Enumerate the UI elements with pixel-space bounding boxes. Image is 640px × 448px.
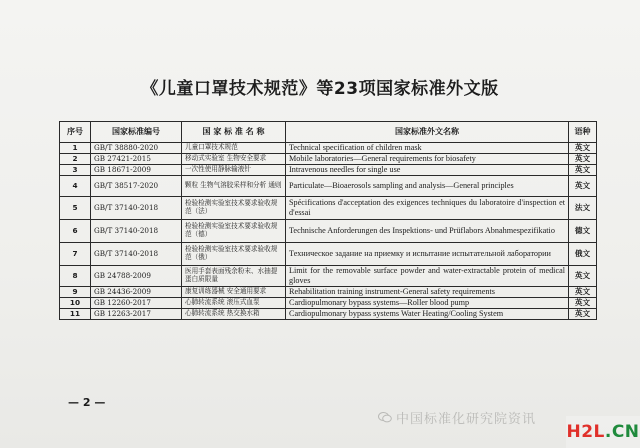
standard-code: GB 27421-2015 <box>91 154 182 165</box>
document-title: 《儿童口罩技术规范》等23项国家标准外文版 <box>141 79 499 99</box>
row-number: 1 <box>60 143 91 154</box>
standard-foreign-name: Technical specification of children mask <box>286 143 569 154</box>
standard-foreign-name: Rehabilitation training instrument-General safety requirements <box>286 287 569 298</box>
standard-foreign-name: Mobile laboratories—General requirements for biosafety <box>286 154 569 165</box>
standard-cn-name: 颗粒 生物气溶胶采样和分析 通则 <box>182 176 286 197</box>
standard-code: GB 12263-2017 <box>91 309 182 320</box>
header-no: 序号 <box>60 122 91 143</box>
site-logo <box>566 416 640 448</box>
standard-code: GB/T 37140-2018 <box>91 243 182 266</box>
row-number: 3 <box>60 165 91 176</box>
table-row <box>60 176 597 197</box>
standard-code: GB/T 38880-2020 <box>91 143 182 154</box>
page-number: — 2 — <box>68 396 106 409</box>
standard-foreign-name: Limit for the removable surface powder and water-extractable protein of medical gloves <box>286 266 569 287</box>
standard-foreign-name: Spécifications d'acceptation des exigences techniques du laboratoire d'inspection et d'essai <box>286 197 569 220</box>
table-row <box>60 154 597 165</box>
standard-code: GB 12260-2017 <box>91 298 182 309</box>
standard-foreign-name: Cardiopulmonary bypass systems—Roller blood pump <box>286 298 569 309</box>
logo-part1: H2L <box>566 421 605 442</box>
standard-language: 英文 <box>569 309 597 320</box>
row-number: 2 <box>60 154 91 165</box>
standard-language: 英文 <box>569 143 597 154</box>
standard-foreign-name: Cardiopulmonary bypass systems Water Heating/Cooling System <box>286 309 569 320</box>
row-number: 11 <box>60 309 91 320</box>
table-row <box>60 287 597 298</box>
standard-language: 德文 <box>569 220 597 243</box>
table-row <box>60 309 597 320</box>
standard-foreign-name: Particulate—Bioaerosols sampling and analysis—General principles <box>286 176 569 197</box>
standard-language: 英文 <box>569 298 597 309</box>
header-language: 语种 <box>569 122 597 143</box>
table-row <box>60 266 597 287</box>
table-row <box>60 220 597 243</box>
standard-cn-name: 检验检测实验室技术要求验收规范（俄） <box>182 243 286 266</box>
standard-cn-name: 心肺转流系统 热交换水箱 <box>182 309 286 320</box>
standard-code: GB 18671-2009 <box>91 165 182 176</box>
standard-language: 法文 <box>569 197 597 220</box>
standard-code: GB/T 37140-2018 <box>91 220 182 243</box>
header-cn-name: 国 家 标 准 名 称 <box>182 122 286 143</box>
standard-code: GB 24436-2009 <box>91 287 182 298</box>
table-header-row <box>60 122 597 143</box>
table-row <box>60 165 597 176</box>
watermark <box>378 408 578 427</box>
header-code: 国家标准编号 <box>91 122 182 143</box>
standard-code: GB/T 38517-2020 <box>91 176 182 197</box>
standard-code: GB/T 37140-2018 <box>91 197 182 220</box>
standard-language: 俄文 <box>569 243 597 266</box>
standard-cn-name: 医用手套表面残余粉末、水抽提蛋白质限量 <box>182 266 286 287</box>
row-number: 9 <box>60 287 91 298</box>
table-row <box>60 243 597 266</box>
row-number: 8 <box>60 266 91 287</box>
row-number: 5 <box>60 197 91 220</box>
standard-language: 英文 <box>569 154 597 165</box>
standard-cn-name: 一次性使用静脉输液针 <box>182 165 286 176</box>
standard-language: 英文 <box>569 287 597 298</box>
standard-cn-name: 检验检测实验室技术要求验收规范（德） <box>182 220 286 243</box>
standard-cn-name: 移动式实验室 生物安全要求 <box>182 154 286 165</box>
standard-foreign-name: Technische Anforderungen des Inspektions- und Prüflabors Abnahmespezifikatio <box>286 220 569 243</box>
standards-table <box>59 121 597 320</box>
row-number: 6 <box>60 220 91 243</box>
logo-part2: .CN <box>604 421 640 442</box>
standard-language: 英文 <box>569 176 597 197</box>
table-row <box>60 143 597 154</box>
table-row <box>60 197 597 220</box>
standard-language: 英文 <box>569 266 597 287</box>
standard-cn-name: 检验检测实验室技术要求验收规范（法） <box>182 197 286 220</box>
header-foreign-name: 国家标准外文名称 <box>286 122 569 143</box>
row-number: 7 <box>60 243 91 266</box>
watermark-text: 中国标准化研究院资讯 <box>396 412 537 427</box>
standard-cn-name: 康复训练器械 安全通用要求 <box>182 287 286 298</box>
standard-foreign-name: Intravenous needles for single use <box>286 165 569 176</box>
row-number: 10 <box>60 298 91 309</box>
standard-cn-name: 儿童口罩技术规范 <box>182 143 286 154</box>
row-number: 4 <box>60 176 91 197</box>
standard-language: 英文 <box>569 165 597 176</box>
standard-code: GB 24788-2009 <box>91 266 182 287</box>
standard-foreign-name: Техническое задание на приемку и испытание испытательной лаборатории <box>286 243 569 266</box>
table-row <box>60 298 597 309</box>
wechat-icon <box>378 412 392 423</box>
standard-cn-name: 心肺转流系统 滚压式血泵 <box>182 298 286 309</box>
